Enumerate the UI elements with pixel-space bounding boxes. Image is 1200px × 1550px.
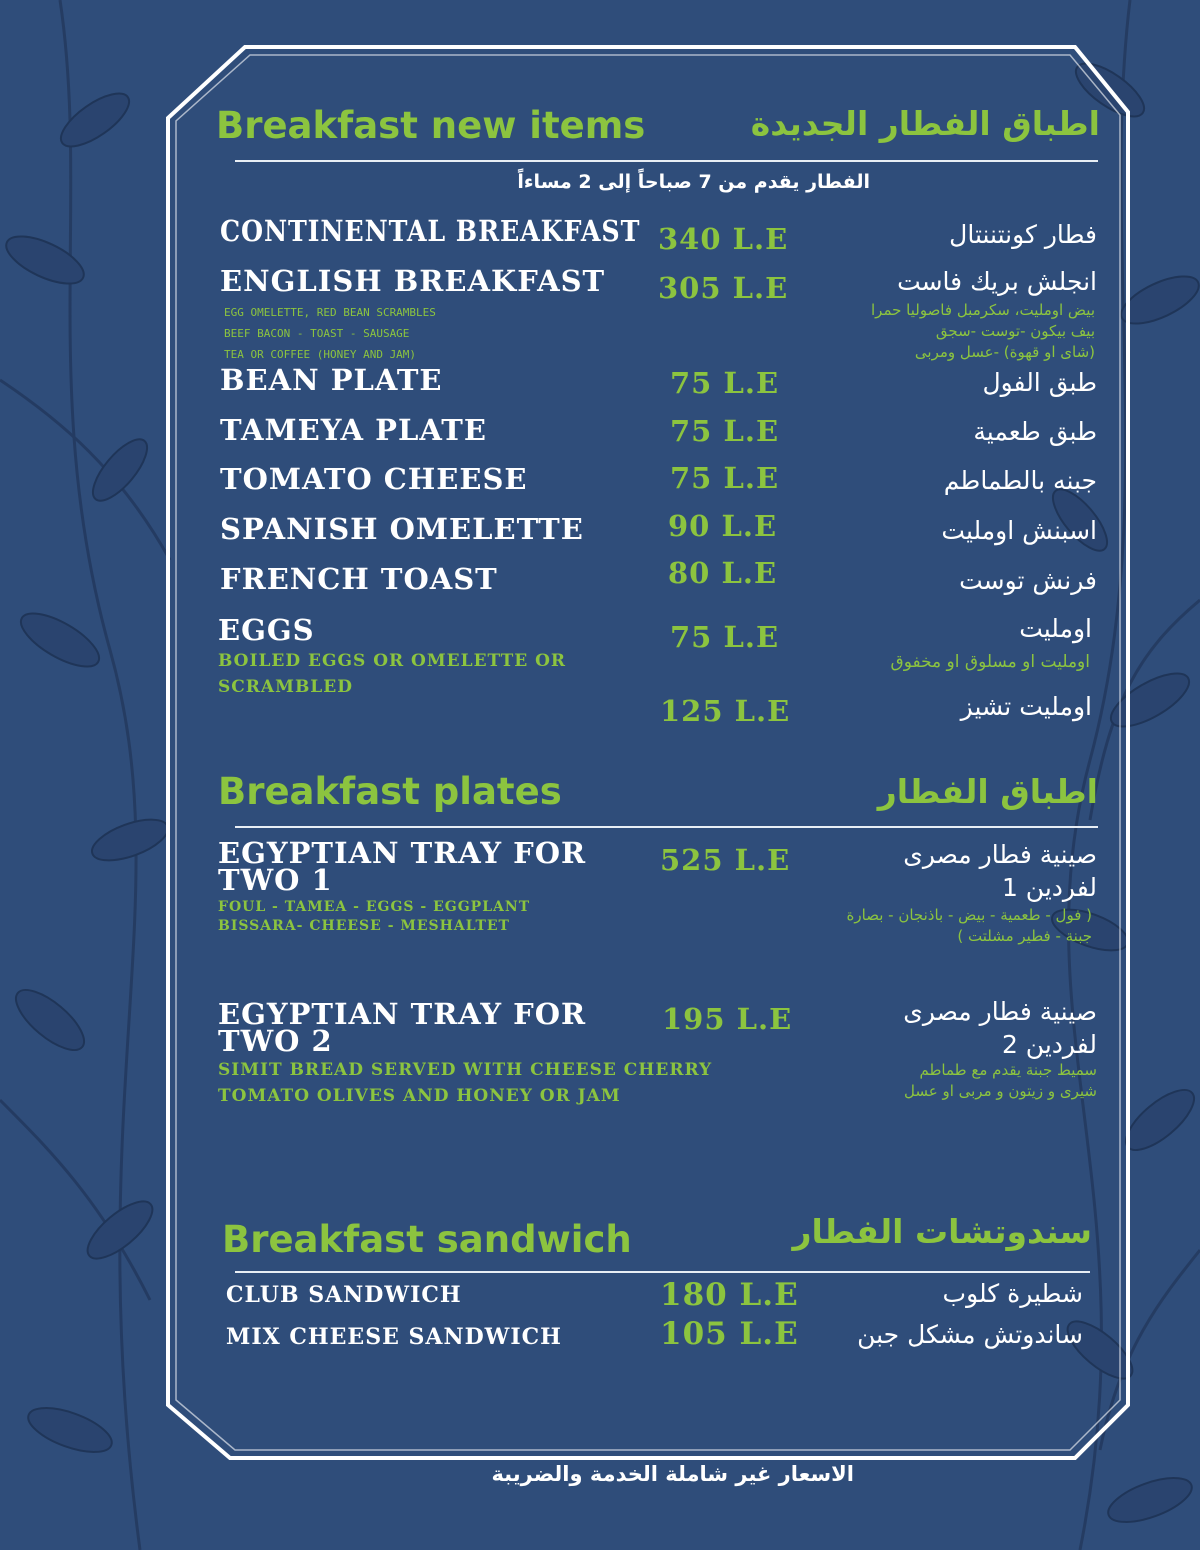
item-price: 340 L.E	[658, 222, 789, 256]
item-description-ar: اومليت او مسلوق او مخفوق	[890, 652, 1090, 672]
item-name-ar: انجلش بريك فاست	[897, 267, 1097, 296]
prices-disclaimer: الاسعار غير شاملة الخدمة والضريبة	[491, 1462, 854, 1486]
item-name-ar: طبق الفول	[982, 368, 1097, 397]
item-name-en: TOMATO CHEESE	[220, 462, 528, 496]
section-divider	[235, 160, 1098, 162]
item-name-ar: شطيرة كلوب	[942, 1279, 1083, 1308]
item-price: 525 L.E	[660, 843, 791, 877]
item-name-ar: اومليت	[1019, 614, 1092, 643]
item-price: 195 L.E	[662, 1002, 793, 1036]
section-title-plates-en: Breakfast plates	[218, 770, 562, 813]
item-name-ar: طبق طعمية	[973, 417, 1097, 446]
item-name-ar: فرنش توست	[959, 566, 1097, 595]
item-name-en: SPANISH OMELETTE	[220, 512, 584, 546]
serving-hours-note: الفطار يقدم من 7 صباحاً إلى 2 مساءاً	[517, 171, 870, 193]
item-name-ar: فطار كونتننتال	[949, 220, 1097, 249]
item-price: 80 L.E	[668, 556, 778, 590]
item-name-ar: صينية فطار مصرى لفردين 2	[903, 997, 1097, 1059]
item-name-en: CONTINENTAL BREAKFAST	[220, 214, 641, 248]
item-price: 90 L.E	[668, 509, 778, 543]
section-divider	[235, 1271, 1090, 1273]
item-name-ar: اسبنش اومليت	[941, 516, 1097, 545]
item-name-en: TAMEYA PLATE	[220, 413, 487, 447]
item-name-en: EGYPTIAN TRAY FOR TWO 1	[218, 836, 587, 897]
section-title-sandwich-en: Breakfast sandwich	[222, 1218, 632, 1261]
item-price: 305 L.E	[658, 271, 789, 305]
item-price: 125 L.E	[660, 694, 791, 728]
item-name-ar: اومليت تشيز	[960, 692, 1092, 721]
item-name-en: EGYPTIAN TRAY FOR TWO 2	[218, 997, 587, 1058]
item-description-en: FOUL - TAMEA - EGGS - EGGPLANT BISSARA- CHEESE - MESHALTET	[218, 899, 531, 934]
item-name-en: EGGS	[218, 613, 315, 647]
item-price: 75 L.E	[670, 414, 780, 448]
section-title-new-items-en: Breakfast new items	[216, 104, 646, 147]
item-description-ar: ( فول - طعمية - بيض - باذنجان - بصارة جبنة - فطير مشلتت )	[846, 906, 1092, 945]
item-price: 75 L.E	[670, 366, 780, 400]
item-price: 75 L.E	[670, 461, 780, 495]
item-name-en: BEAN PLATE	[220, 363, 443, 397]
section-title-plates-ar: اطباق الفطار	[877, 772, 1098, 811]
item-description-ar: بيض اومليت، سكرمبل فاصوليا حمرا بيف بيكون -توست -سجق (شاى او قهوة) -عسل ومربى	[871, 301, 1095, 361]
item-name-en: FRENCH TOAST	[220, 562, 498, 596]
item-description-en: SIMIT BREAD SERVED WITH CHEESE CHERRY TOMATO OLIVES AND HONEY OR JAM	[218, 1060, 713, 1106]
section-title-new-items-ar: اطباق الفطار الجديدة	[750, 104, 1100, 143]
item-name-en: MIX CHEESE SANDWICH	[226, 1324, 562, 1350]
item-name-ar: صينية فطار مصرى لفردين 1	[903, 840, 1097, 902]
item-description-ar: سميط جبنة يقدم مع طماطم شيرى و زيتون و مربى او عسل	[903, 1061, 1097, 1100]
item-price: 75 L.E	[670, 620, 780, 654]
section-title-sandwich-ar: سندوتشات الفطار	[792, 1212, 1092, 1251]
item-description-en: BOILED EGGS OR OMELETTE OR SCRAMBLED	[218, 651, 567, 697]
item-name-en: ENGLISH BREAKFAST	[220, 264, 606, 298]
item-price: 105 L.E	[660, 1316, 799, 1352]
item-price: 180 L.E	[660, 1277, 799, 1313]
item-description-en: EGG OMELETTE, RED BEAN SCRAMBLES BEEF BACON - TOAST - SAUSAGE TEA OR COFFEE (HONEY AND JAM)	[224, 306, 436, 361]
item-name-ar: ساندوتش مشكل جبن	[857, 1320, 1083, 1349]
item-name-en: CLUB SANDWICH	[226, 1282, 462, 1308]
section-divider	[235, 826, 1098, 828]
item-name-ar: جبنه بالطماطم	[943, 466, 1097, 495]
